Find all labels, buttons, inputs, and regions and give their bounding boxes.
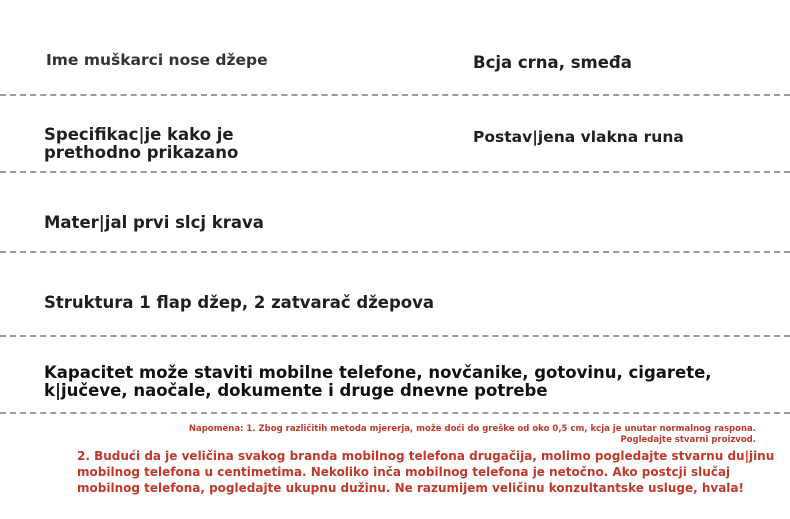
divider [0,251,790,253]
divider [0,335,790,337]
attribute-material: Mater|jal prvi slcj krava [44,213,264,232]
attribute-specification [44,126,238,163]
divider [0,94,790,96]
specification-line-1: Specifikac|je kako je [44,125,234,144]
phone-size-note [77,449,777,496]
phone-size-note-line-2: mobilnog telefona u centimetima. Nekoliko inča mobilnog telefona je netočno. Ako postcji slučaj [77,464,731,479]
divider [0,412,790,414]
attribute-lining: Postav|jena vlakna runa [473,128,684,146]
attribute-color: Bcja crna, smeđa [473,53,632,72]
measurement-note-line-1: Napomena: 1. Zbog različitih metoda mjererja, može doći do greške od oko 0,5 cm, kcja je unutar normalnog raspona. [188,424,756,434]
measurement-note [56,424,756,447]
specification-line-2: prethodno prikazano [44,143,239,163]
capacity-line-1: Kapacitet može staviti mobilne telefone, novčanike, gotovinu, cigarete, [44,363,712,382]
attribute-name: Ime muškarci nose džepe [46,51,268,69]
capacity-line-2: k|jučeve, naočale, dokumente i druge dnevne potrebe [44,381,548,401]
attribute-structure: Struktura 1 flap džep, 2 zatvarač džepova [44,293,435,312]
measurement-note-line-2: Pogledajte stvarni proizvod. [620,435,756,446]
attribute-capacity [44,364,712,401]
phone-size-note-line-1: 2. Budući da je veličina svakog branda mobilnog telefona drugačija, molimo pogledajte stvarnu du|jinu [77,449,775,463]
divider [0,171,790,173]
phone-size-note-line-3: mobilnog telefona, pogledajte ukupnu dužinu. Ne razumijem veličinu konzultantske usluge, hvala! [77,480,744,495]
